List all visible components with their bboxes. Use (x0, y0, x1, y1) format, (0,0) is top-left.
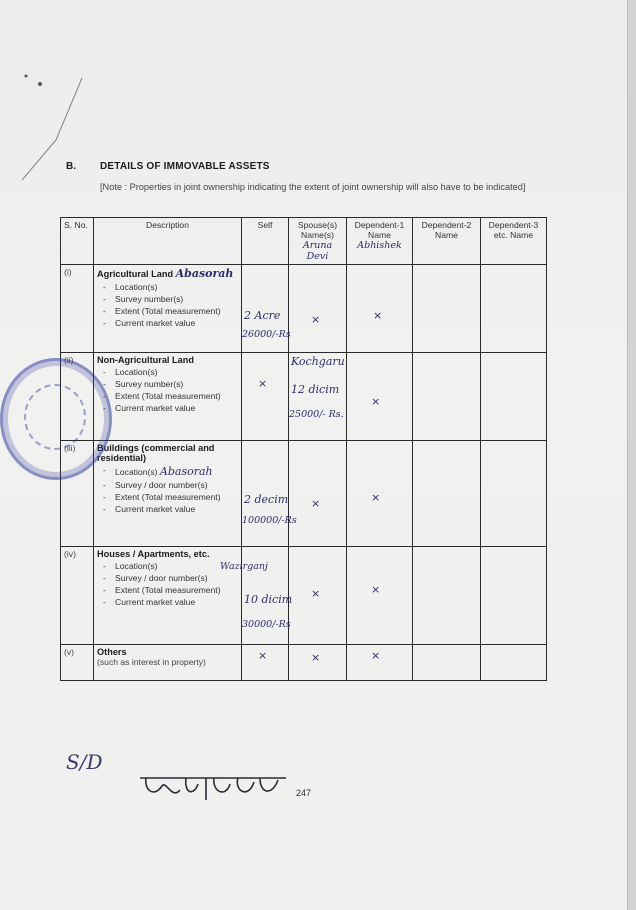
row-self (242, 265, 289, 353)
row-dep3 (481, 547, 547, 645)
self-extent-handwritten: 2 decim (244, 493, 289, 506)
row-spouse (289, 265, 347, 353)
list-item: - Current market value (97, 504, 238, 514)
spouse-name-handwritten: Aruna Devi (302, 240, 333, 262)
row-sno: (iv) (61, 547, 94, 645)
table-row (61, 265, 547, 353)
self-extent-handwritten: 10 dicim (244, 593, 293, 606)
page-edge (627, 0, 636, 910)
row-title: Buildings (commercial and residential) (97, 443, 215, 463)
location-handwritten: Abasorah (175, 267, 234, 280)
list-item: - Survey number(s) (97, 379, 238, 389)
cross-mark: × (311, 497, 321, 510)
cross-mark: × (311, 313, 321, 326)
row-dep1 (347, 441, 413, 547)
list-item: - Current market value (97, 318, 238, 328)
list-item (97, 465, 238, 478)
spouse-location-handwritten: Kochgaru (291, 355, 345, 368)
row-subtitle: (such as interest in property) (97, 657, 206, 667)
row-title (97, 267, 238, 280)
cross-mark: × (371, 395, 381, 408)
immovable-assets-table (60, 217, 547, 681)
row-title-text: Agricultural Land (97, 269, 174, 279)
cross-mark: × (371, 583, 381, 596)
row-spouse (289, 547, 347, 645)
self-location-handwritten: Wazirganj (220, 561, 268, 572)
row-dep3 (481, 645, 547, 681)
row-dep2 (413, 645, 481, 681)
row-description (94, 645, 242, 681)
spouse-value-handwritten: 25000/- Rs. (289, 409, 344, 420)
cross-mark: × (373, 309, 383, 322)
row-description (94, 441, 242, 547)
row-sno: (v) (61, 645, 94, 681)
header-spouse-label: Spouse(s) Name(s) (297, 220, 338, 240)
list-item: - Current market value (97, 403, 238, 413)
table-row (61, 353, 547, 441)
header-dep1-label: Dependent-1 Name (354, 220, 405, 240)
list-item: - Extent (Total measurement) (97, 391, 238, 401)
row-dep1 (347, 353, 413, 441)
section-note: [Note : Properties in joint ownership indicating the extent of joint ownership will also have to be indicated] (100, 182, 526, 192)
hindi-signature (136, 770, 296, 806)
row-dep3 (481, 441, 547, 547)
cross-mark: × (311, 587, 321, 600)
cross-mark: × (258, 377, 268, 390)
list-item: - Location(s) (97, 561, 238, 571)
row-title: Non-Agricultural Land (97, 355, 194, 365)
row-spouse (289, 645, 347, 681)
header-dep3: Dependent-3 etc. Name (481, 218, 547, 265)
row-dep1 (347, 547, 413, 645)
row-dep2 (413, 547, 481, 645)
row-dep1 (347, 645, 413, 681)
cross-mark: × (258, 649, 268, 662)
list-item: - Extent (Total measurement) (97, 306, 238, 316)
section-title: DETAILS OF IMMOVABLE ASSETS (100, 161, 270, 172)
row-dep3 (481, 353, 547, 441)
list-item: - Survey number(s) (97, 294, 238, 304)
list-item: - Current market value (97, 597, 238, 607)
cross-mark: × (371, 649, 381, 662)
header-dep1 (347, 218, 413, 265)
row-description (94, 353, 242, 441)
row-title: Houses / Apartments, etc. (97, 549, 210, 559)
self-value-handwritten: 26000/-Rs (242, 329, 291, 340)
cross-mark: × (371, 491, 381, 504)
row-sno: (ii) (61, 353, 94, 441)
header-spouse (289, 218, 347, 265)
table-row (61, 547, 547, 645)
page-number: 247 (296, 788, 312, 798)
seal-inner-ring (24, 384, 86, 450)
row-sno: (iii) (61, 441, 94, 547)
header-self: Self (242, 218, 289, 265)
row-description (94, 265, 242, 353)
table-header-row (61, 218, 547, 265)
row-dep2 (413, 441, 481, 547)
spouse-extent-handwritten: 12 dicim (291, 383, 340, 396)
row-self (242, 645, 289, 681)
table-row (61, 645, 547, 681)
list-item: - Survey / door number(s) (97, 573, 238, 583)
cross-mark: × (311, 651, 321, 664)
pen-scratch-mark (20, 70, 140, 190)
self-value-handwritten: 30000/-Rs (242, 619, 291, 630)
row-dep2 (413, 353, 481, 441)
list-item: - Extent (Total measurement) (97, 585, 238, 595)
row-sno: (i) (61, 265, 94, 353)
list-item-label: Location(s) (115, 467, 158, 477)
row-dep2 (413, 265, 481, 353)
header-description: Description (94, 218, 242, 265)
row-self (220, 547, 293, 645)
row-dep3 (481, 265, 547, 353)
signature-initials: S/D (66, 750, 103, 774)
row-spouse (289, 353, 347, 441)
self-extent-handwritten: 2 Acre (244, 309, 281, 322)
table-row (61, 441, 547, 547)
row-title: Others (97, 647, 127, 657)
row-self (242, 353, 289, 441)
list-item: - Location(s) (97, 282, 238, 292)
location-handwritten: Abasorah (159, 465, 213, 478)
row-spouse (289, 441, 347, 547)
list-item: - Location(s) (97, 367, 238, 377)
row-self (242, 441, 297, 547)
list-item: - Extent (Total measurement) (97, 492, 238, 502)
header-dep2: Dependent-2 Name (413, 218, 481, 265)
row-dep1 (347, 265, 413, 353)
dep1-name-handwritten: Abhishek (357, 240, 402, 251)
header-sno: S. No. (61, 218, 94, 265)
section-letter: B. (66, 161, 76, 172)
list-item: - Survey / door number(s) (97, 480, 238, 490)
self-value-handwritten: 100000/-Rs (242, 515, 297, 526)
